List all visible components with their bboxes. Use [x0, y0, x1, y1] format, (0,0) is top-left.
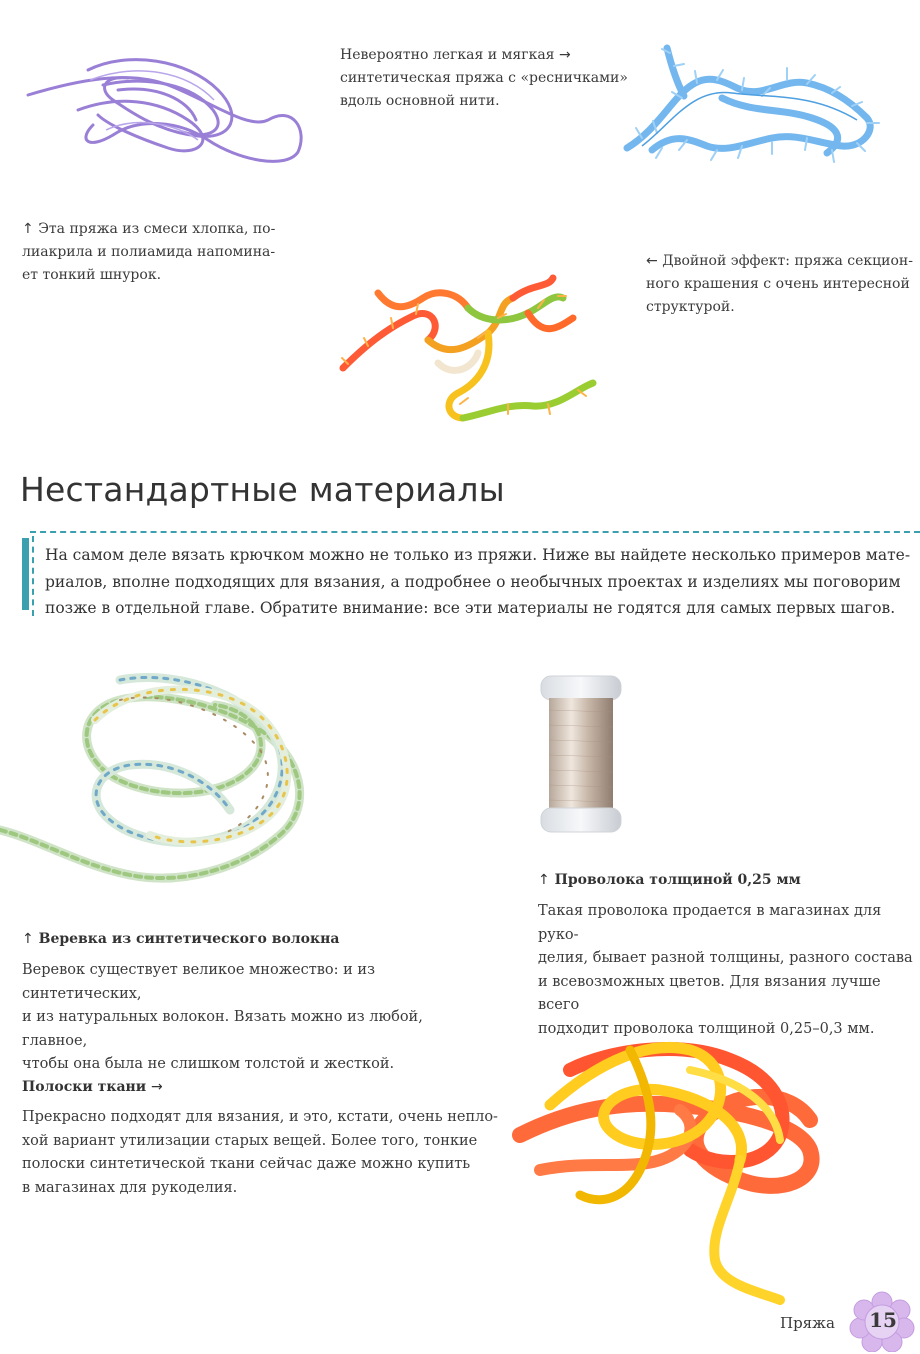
caption-self-striping-yarn: ← Двойной эффект: пряжа секцион- ного крашения с очень интересной структурой.: [646, 253, 913, 315]
right-arrow-icon: →: [558, 47, 571, 63]
caption-purple-yarn: ↑ Эта пряжа из смеси хлопка, по- лиакрила и полиамида напомина- ет тонкий шнурок.: [22, 221, 276, 283]
accent-bar: [22, 538, 29, 610]
up-arrow-icon: ↑: [538, 872, 550, 888]
section-title: Нестандартные материалы: [20, 470, 505, 509]
blue-eyelash-yarn-photo: [622, 38, 902, 178]
fabric-heading: Полоски ткани →: [22, 1079, 163, 1095]
fabric-text: Прекрасно подходят для вязания, и это, кстати, очень непло- хой вариант утилизации старых вещей. Более того, тонкие полоски синтетической ткани сейчас даже можно купить в магазинах для рукоделия.: [22, 1109, 498, 1196]
rope-heading: ↑ Веревка из синтетического волокна: [22, 931, 340, 947]
self-striping-yarn-photo: [338, 268, 618, 448]
up-arrow-icon: ↑: [22, 931, 34, 947]
left-arrow-icon: ←: [646, 253, 658, 269]
wire-text: Такая проволока продается в магазинах для руко- делия, бывает разной толщины, разного состава и всевозможных цветов. Для вязания лучше всего подходит проволока толщиной 0,25–0,3 мм.: [538, 903, 913, 1037]
up-arrow-icon: ↑: [22, 221, 34, 237]
right-arrow-icon: →: [151, 1079, 163, 1095]
wire-heading: ↑ Проволока толщиной 0,25 мм: [538, 872, 801, 888]
caption-eyelash-yarn: Невероятно легкая и мягкая → синтетическая пряжа с «ресничками» вдоль основной нити.: [340, 47, 628, 109]
accent-dashed-line: [32, 536, 34, 616]
fabric-strips-photo: [510, 1030, 830, 1310]
page-number: 15: [869, 1308, 897, 1332]
section-divider: [30, 531, 920, 533]
wire-spool-photo: [535, 670, 630, 840]
rope-text: Веревок существует великое множество: и из синтетических, и из натуральных волокон. Вязать можно из любой, главное, чтобы она была не слишком толстой и жесткой.: [22, 962, 423, 1072]
section-intro: На самом деле вязать крючком можно не только из пряжи. Ниже вы найдете несколько примеров мате- риалов, вполне подходящих для вязания, а подробнее о необычных проектах и изделиях мы поговорим позже в отдельной главе. Обратите внимание: все эти материалы не годятся для самых первых шагов.: [45, 546, 911, 617]
purple-yarn-photo: [18, 40, 318, 180]
footer-section-label: Пряжа: [780, 1314, 835, 1332]
synthetic-rope-photo: [0, 660, 330, 900]
